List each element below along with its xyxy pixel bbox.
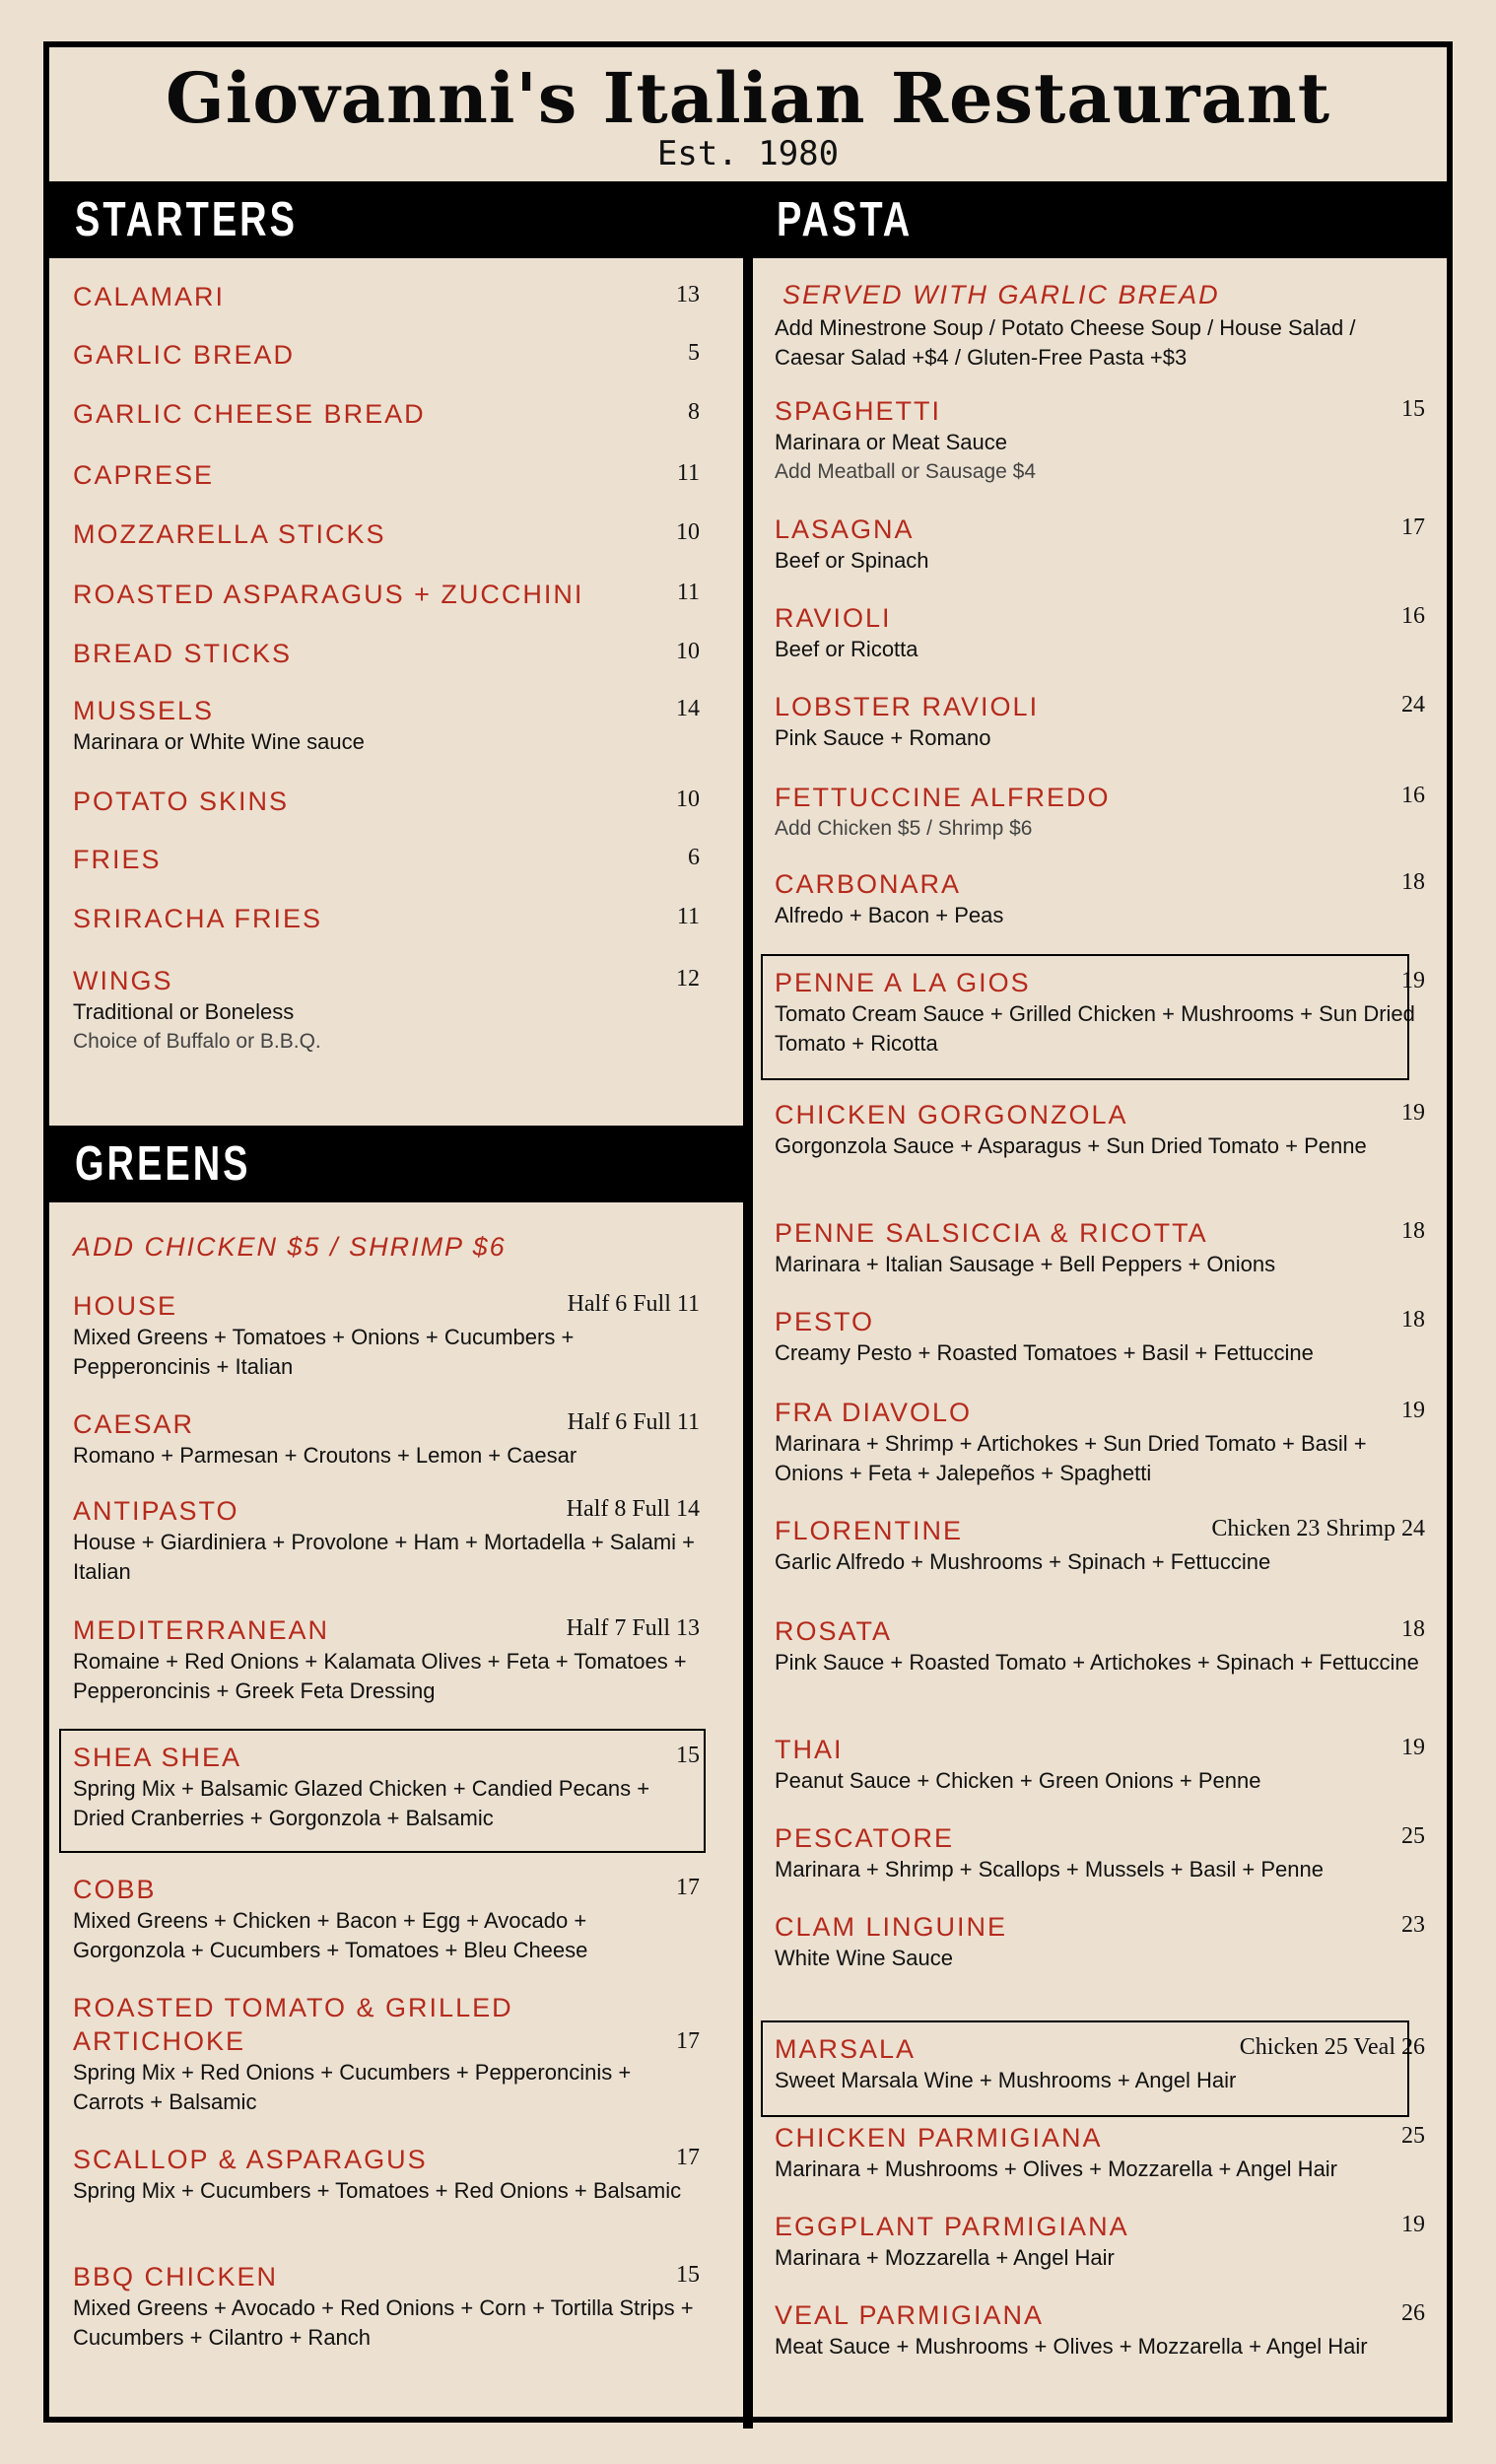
item-name: ROSATA — [775, 1616, 893, 1646]
menu-item — [775, 1614, 1425, 1677]
menu-item — [73, 458, 700, 492]
item-name: FETTUCCINE ALFREDO — [775, 783, 1111, 812]
greens-header-band — [49, 1126, 743, 1202]
item-name: ROASTED TOMATO & GRILLED ARTICHOKE — [73, 1993, 513, 2056]
item-name: ANTIPASTO — [73, 1496, 239, 1526]
item-name: POTATO SKINS — [73, 787, 290, 816]
menu-item — [775, 1305, 1425, 1368]
item-description: White Wine Sauce — [775, 1946, 953, 1970]
item-price: Chicken 25 Veal 26 — [1239, 2034, 1425, 2060]
item-price: 18 — [1401, 1616, 1425, 1642]
menu-item — [73, 785, 700, 818]
item-name: SRIRACHA FRIES — [73, 904, 323, 933]
item-name: ROASTED ASPARAGUS + ZUCCHINI — [73, 580, 584, 609]
restaurant-title: Giovanni's Italian Restaurant — [165, 57, 1331, 139]
item-name: MUSSELS — [73, 696, 215, 725]
item-price: 23 — [1401, 1912, 1425, 1938]
item-description: Sweet Marsala Wine + Mushrooms + Angel Hair — [775, 2068, 1237, 2092]
item-price: 6 — [688, 845, 700, 870]
item-description: Marinara or White Wine sauce — [73, 729, 365, 754]
item-price: Chicken 23 Shrimp 24 — [1211, 1516, 1425, 1541]
item-description: House + Giardiniera + Provolone + Ham + Mortadella + Salami + Italian — [73, 1530, 695, 1584]
menu-item — [775, 1216, 1425, 1279]
item-name: BREAD STICKS — [73, 639, 293, 668]
item-price: 17 — [676, 1875, 700, 1900]
item-description: Traditional or Boneless — [73, 999, 295, 1024]
item-name: BBQ CHICKEN — [73, 2262, 279, 2292]
item-price: 19 — [1401, 1735, 1425, 1760]
item-price: 17 — [676, 2145, 700, 2170]
item-name: MARSALA — [775, 2034, 917, 2064]
item-description: Marinara + Shrimp + Artichokes + Sun Dried Tomato + Basil + Onions + Feta + Jalepeños + Spaghetti — [775, 1431, 1367, 1485]
item-price: 18 — [1401, 1218, 1425, 1244]
item-price: 14 — [676, 696, 700, 721]
item-price: 16 — [1401, 783, 1425, 808]
menu-item — [775, 867, 1425, 930]
menu-item — [775, 513, 1425, 576]
item-price: 10 — [676, 519, 700, 545]
item-description: Marinara + Mozzarella + Angel Hair — [775, 2245, 1115, 2270]
item-note: Add Chicken $5 / Shrimp $6 — [775, 817, 1033, 840]
item-description: Marinara + Mushrooms + Olives + Mozzarella + Angel Hair — [775, 2156, 1338, 2181]
menu-item — [73, 637, 700, 670]
item-name: PENNE A LA GIOS — [775, 968, 1031, 997]
item-description: Peanut Sauce + Chicken + Green Onions + Penne — [775, 1768, 1261, 1793]
item-name: MEDITERRANEAN — [73, 1615, 330, 1645]
menu-item — [73, 2260, 700, 2353]
menu-item — [73, 517, 700, 551]
item-description: Marinara + Italian Sausage + Bell Peppers + Onions — [775, 1252, 1276, 1276]
item-name: FRA DIAVOLO — [775, 1398, 973, 1427]
greens-addon-note: ADD CHICKEN $5 / SHRIMP $6 — [73, 1232, 507, 1262]
served-with-description: Add Minestrone Soup / Potato Cheese Soup / House Salad / Caesar Salad +$4 / Gluten-Free Pasta +$3 — [775, 315, 1356, 370]
menu-item — [775, 601, 1425, 664]
item-price: 12 — [676, 966, 700, 992]
item-description: Pink Sauce + Roasted Tomato + Artichokes + Spinach + Fettuccine — [775, 1650, 1419, 1675]
item-description: Meat Sauce + Mushrooms + Olives + Mozzarella + Angel Hair — [775, 2334, 1368, 2359]
item-name: SHEA SHEA — [73, 1743, 242, 1772]
menu-item — [775, 781, 1425, 844]
item-name: VEAL PARMIGIANA — [775, 2300, 1045, 2330]
menu-item — [73, 1289, 700, 1382]
item-price: 11 — [676, 904, 700, 929]
item-description: Alfredo + Bacon + Peas — [775, 903, 1004, 927]
item-price: 17 — [1401, 514, 1425, 540]
item-name: CHICKEN GORGONZOLA — [775, 1100, 1128, 1129]
menu-item — [775, 1098, 1425, 1161]
menu-item — [73, 338, 700, 372]
menu-item — [73, 694, 700, 757]
menu-item — [73, 1407, 700, 1471]
menu-item — [73, 902, 700, 935]
item-price: 18 — [1401, 1307, 1425, 1333]
item-description: Creamy Pesto + Roasted Tomatoes + Basil + Fettuccine — [775, 1340, 1314, 1365]
item-price: 18 — [1401, 869, 1425, 895]
item-name: FRIES — [73, 845, 162, 874]
item-price: 10 — [676, 787, 700, 812]
menu-item — [73, 843, 700, 876]
item-description: Garlic Alfredo + Mushrooms + Spinach + Fettuccine — [775, 1549, 1271, 1574]
starters-heading: STARTERS — [75, 193, 298, 247]
menu-item — [775, 690, 1425, 753]
item-price: 15 — [676, 1743, 700, 1768]
item-name: MOZZARELLA STICKS — [73, 519, 386, 549]
pasta-heading: PASTA — [777, 193, 914, 247]
item-name: GARLIC BREAD — [73, 340, 296, 370]
menu-item — [73, 1613, 700, 1706]
item-price: 15 — [676, 2262, 700, 2288]
menu-frame — [43, 41, 1453, 2423]
item-price: 11 — [676, 580, 700, 605]
menu-item — [73, 2143, 700, 2206]
item-price: 19 — [1401, 1100, 1425, 1126]
item-price: 11 — [676, 460, 700, 486]
item-name: PENNE SALSICCIA & RICOTTA — [775, 1218, 1208, 1248]
item-description: Mixed Greens + Avocado + Red Onions + Corn + Tortilla Strips + Cucumbers + Cilantro + Ranch — [73, 2295, 694, 2350]
featured-item-box — [761, 2020, 1409, 2117]
item-name: RAVIOLI — [775, 603, 892, 633]
item-price: 24 — [1401, 692, 1425, 718]
item-name: WINGS — [73, 966, 173, 995]
item-name: CALAMARI — [73, 282, 226, 311]
menu-item — [775, 1514, 1425, 1577]
item-price: Half 6 Full 11 — [567, 1409, 700, 1435]
item-price: 8 — [688, 399, 700, 425]
item-description: Spring Mix + Cucumbers + Tomatoes + Red Onions + Balsamic — [73, 2178, 682, 2203]
menu-item — [73, 280, 700, 313]
established-subtitle: Est. 1980 — [656, 134, 840, 173]
item-name: CAPRESE — [73, 460, 215, 490]
item-description: Marinara or Meat Sauce — [775, 430, 1007, 454]
item-price: 16 — [1401, 603, 1425, 629]
item-name: GARLIC CHEESE BREAD — [73, 399, 426, 429]
item-description: Tomato Cream Sauce + Grilled Chicken + Mushrooms + Sun Dried Tomato + Ricotta — [775, 1001, 1415, 1056]
item-description: Romano + Parmesan + Croutons + Lemon + Caesar — [73, 1443, 578, 1468]
menu-item — [775, 2298, 1425, 2361]
item-note: Choice of Buffalo or B.B.Q. — [73, 1030, 321, 1053]
item-name: CAESAR — [73, 1409, 195, 1439]
menu-item — [73, 1873, 700, 1965]
item-description: Romaine + Red Onions + Kalamata Olives + Feta + Tomatoes + Pepperoncinis + Greek Feta Dressing — [73, 1649, 687, 1703]
greens-heading: GREENS — [75, 1137, 251, 1192]
item-name: CHICKEN PARMIGIANA — [775, 2123, 1103, 2153]
item-name: COBB — [73, 1875, 157, 1904]
item-name: LOBSTER RAVIOLI — [775, 692, 1040, 721]
item-name: SCALLOP & ASPARAGUS — [73, 2145, 428, 2174]
served-with-note: SERVED WITH GARLIC BREAD — [782, 280, 1220, 309]
menu-item — [73, 1991, 700, 2117]
item-description: Mixed Greens + Chicken + Bacon + Egg + Avocado + Gorgonzola + Cucumbers + Tomatoes + Bleu Cheese — [73, 1908, 588, 1962]
item-name: THAI — [775, 1735, 844, 1764]
item-price: 19 — [1401, 968, 1425, 993]
menu-item — [73, 964, 700, 1057]
item-name: PESTO — [775, 1307, 875, 1336]
item-name: FLORENTINE — [775, 1516, 964, 1545]
item-price: 25 — [1401, 1823, 1425, 1849]
menu-item — [775, 1821, 1425, 1884]
menu-item — [73, 1494, 700, 1587]
item-price: 19 — [1401, 2212, 1425, 2237]
menu-item — [775, 394, 1425, 487]
item-description: Spring Mix + Red Onions + Cucumbers + Pepperoncinis + Carrots + Balsamic — [73, 2060, 632, 2114]
item-name: CLAM LINGUINE — [775, 1912, 1008, 1942]
item-price: 19 — [1401, 1398, 1425, 1423]
item-note: Add Meatball or Sausage $4 — [775, 460, 1037, 483]
item-price: 15 — [1401, 396, 1425, 422]
item-description: Pink Sauce + Romano — [775, 725, 991, 750]
item-name: CARBONARA — [775, 869, 962, 899]
item-price: 10 — [676, 639, 700, 664]
item-name: LASAGNA — [775, 514, 915, 544]
item-description: Beef or Spinach — [775, 548, 929, 573]
item-price: 5 — [688, 340, 700, 366]
item-price: Half 7 Full 13 — [566, 1615, 700, 1641]
menu-item — [73, 397, 700, 431]
item-description: Mixed Greens + Tomatoes + Onions + Cucumbers + Pepperoncinis + Italian — [73, 1325, 575, 1379]
menu-item — [775, 1733, 1425, 1796]
menu-item — [775, 1910, 1425, 1973]
menu-item — [775, 2210, 1425, 2273]
item-name: SPAGHETTI — [775, 396, 942, 426]
item-description: Beef or Ricotta — [775, 637, 918, 661]
menu-item — [775, 1396, 1425, 1488]
item-description: Spring Mix + Balsamic Glazed Chicken + Candied Pecans + Dried Cranberries + Gorgonzola + Balsamic — [73, 1776, 650, 1830]
item-name: HOUSE — [73, 1291, 178, 1321]
item-price: Half 6 Full 11 — [567, 1291, 700, 1317]
item-description: Marinara + Shrimp + Scallops + Mussels + Basil + Penne — [775, 1857, 1324, 1882]
item-price: 13 — [676, 282, 700, 308]
item-price: 25 — [1401, 2123, 1425, 2149]
item-name: EGGPLANT PARMIGIANA — [775, 2212, 1129, 2241]
featured-item-box — [761, 954, 1409, 1080]
menu-item — [775, 2121, 1425, 2184]
featured-item-box — [59, 1729, 706, 1853]
item-price: 17 — [676, 2028, 700, 2054]
item-price: 26 — [1401, 2300, 1425, 2326]
item-price: Half 8 Full 14 — [566, 1496, 700, 1522]
column-divider — [743, 205, 753, 2429]
menu-item — [73, 578, 700, 611]
item-name: PESCATORE — [775, 1823, 955, 1853]
item-description: Gorgonzola Sauce + Asparagus + Sun Dried Tomato + Penne — [775, 1133, 1367, 1158]
